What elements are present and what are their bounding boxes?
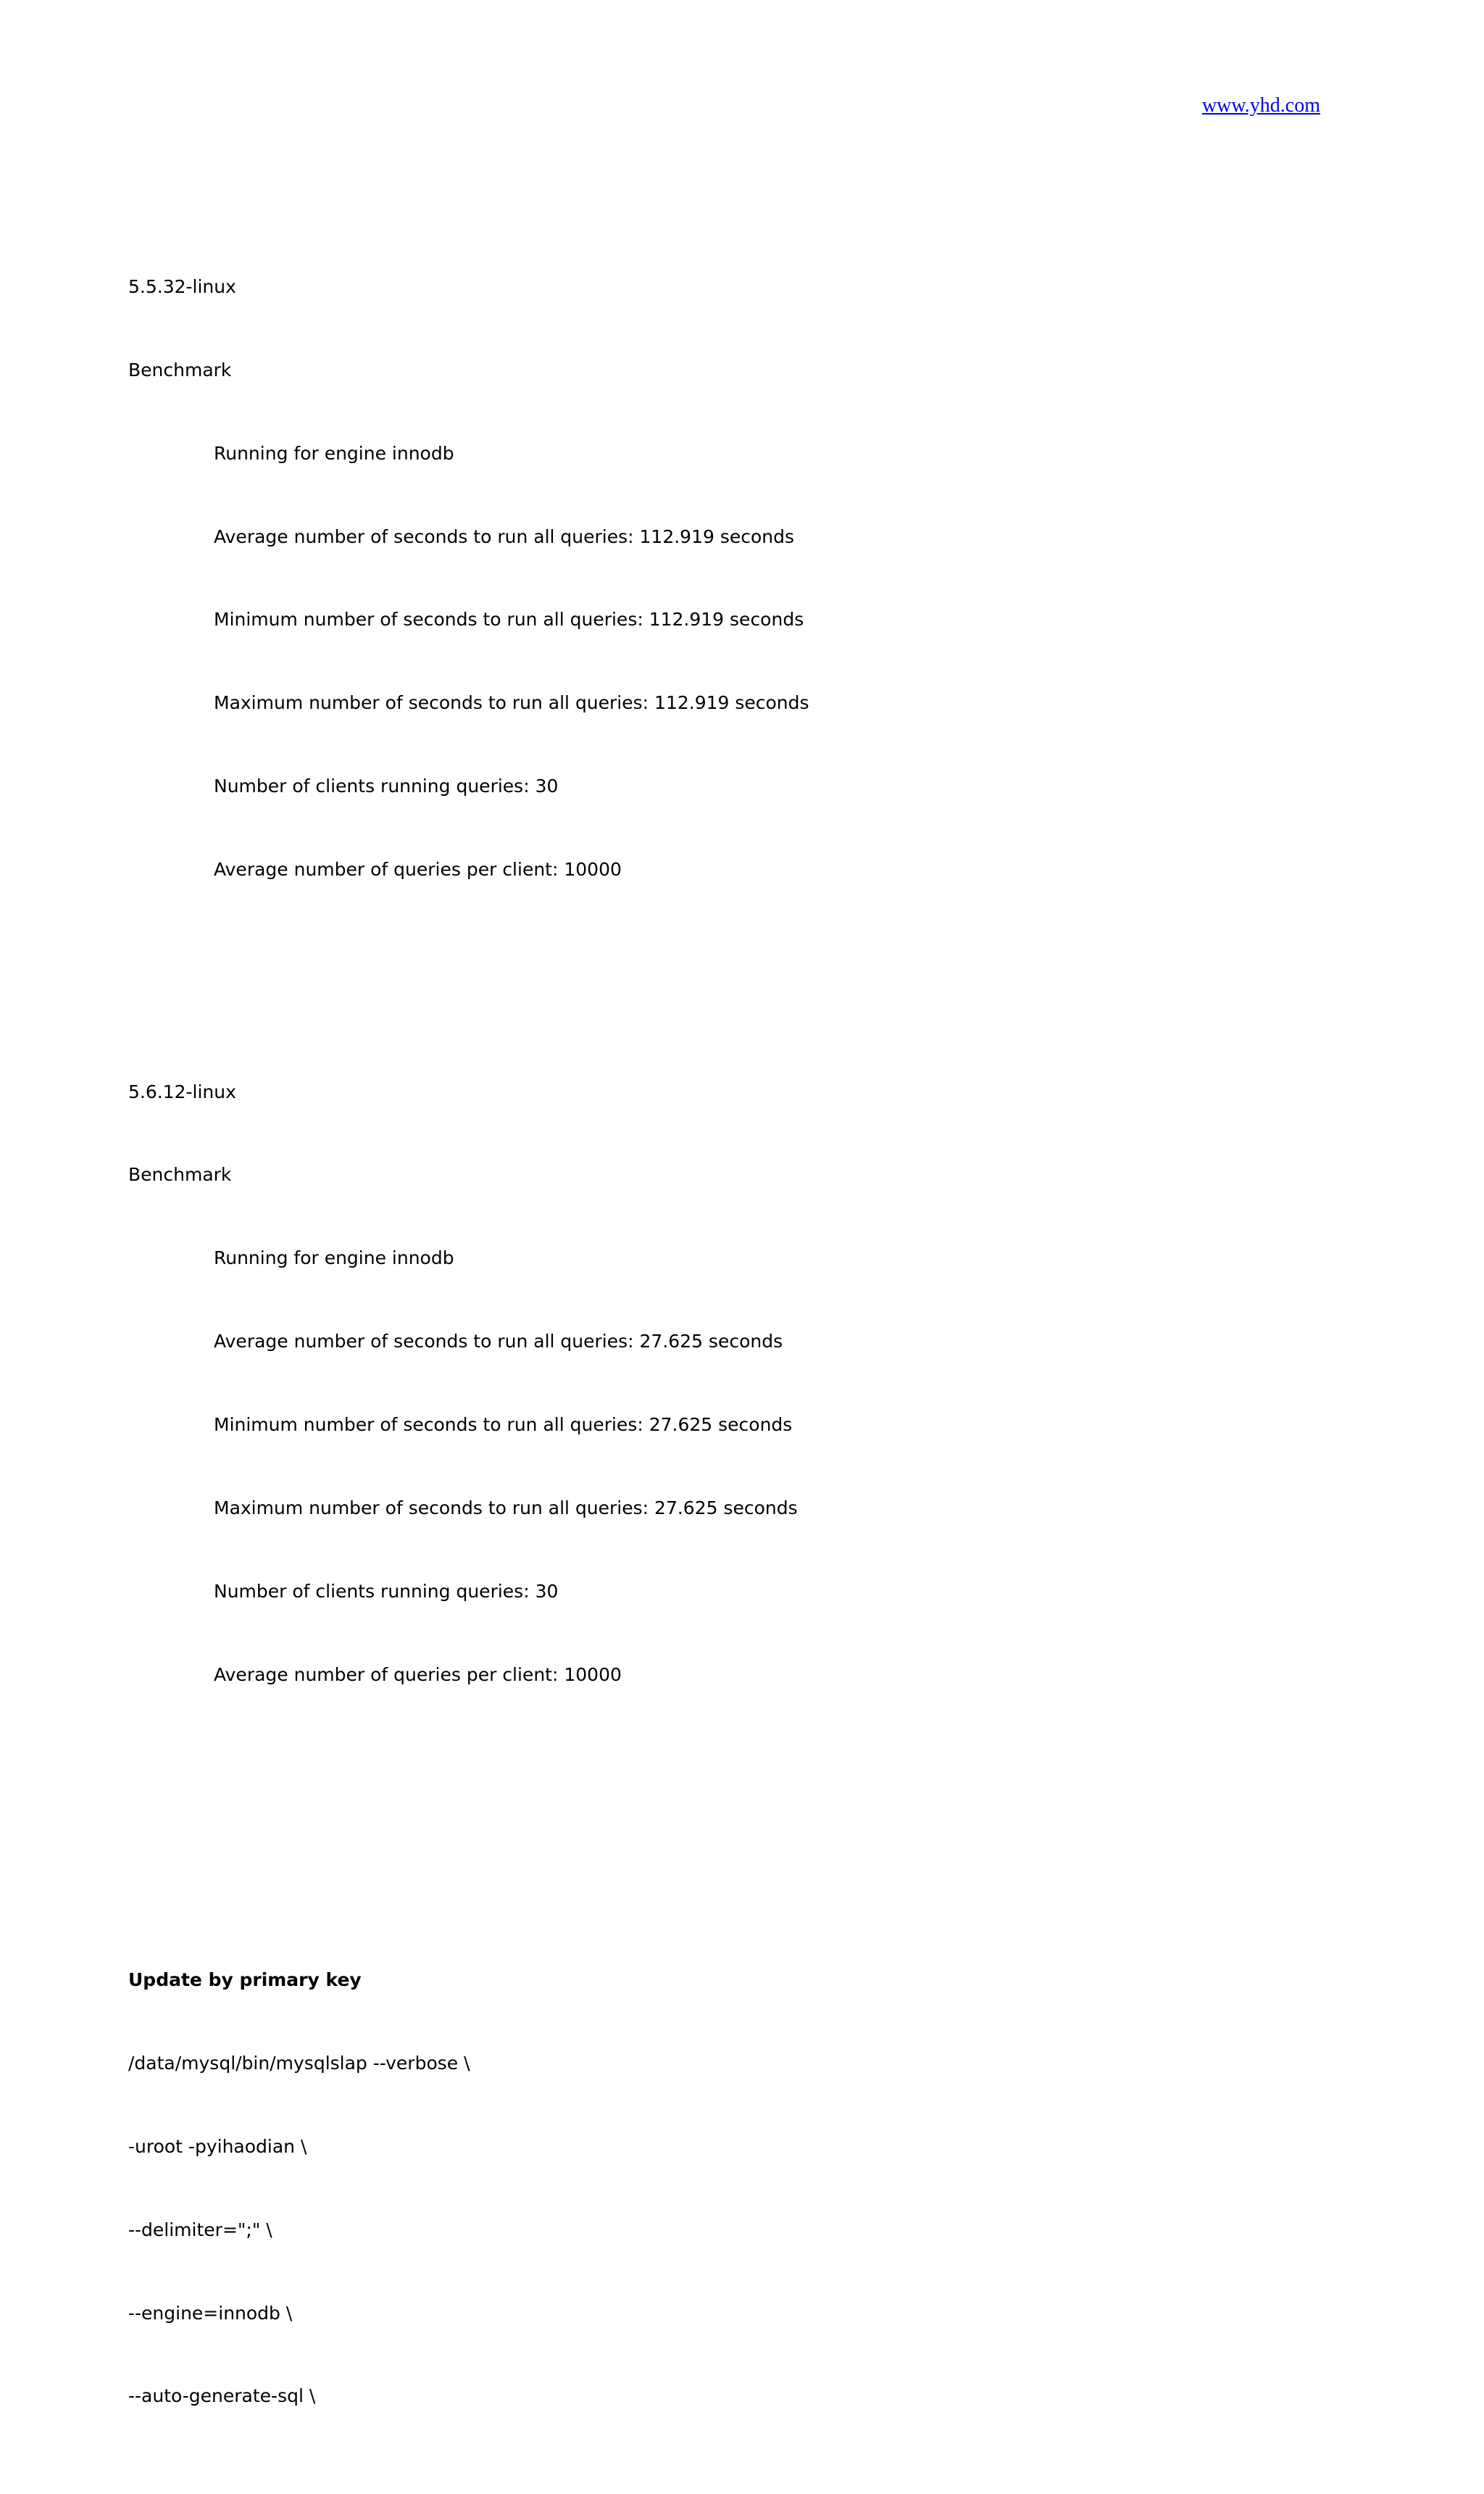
command-line: -uroot -pyihaodian \: [128, 2135, 307, 2157]
result-line: Minimum number of seconds to run all queries: 27.625 seconds: [214, 1414, 793, 1436]
spacer: [128, 1772, 809, 1800]
header-link[interactable]: www.yhd.com: [1201, 94, 1320, 117]
result-line: Running for engine innodb: [214, 442, 454, 464]
command-line: /data/mysql/bin/mysqlslap --verbose \: [128, 2052, 470, 2074]
result-line: Average number of queries per client: 10000: [214, 859, 622, 881]
result-line: Average number of seconds to run all queries: 112.919 seconds: [214, 525, 795, 547]
result-line: Maximum number of seconds to run all queries: 112.919 seconds: [214, 692, 809, 714]
version-label-1: 5.5.32-linux: [128, 275, 236, 297]
document-body: [128, 190, 809, 2494]
command-line: --engine=innodb \: [128, 2302, 293, 2324]
result-line: Average number of queries per client: 10000: [214, 1663, 622, 1685]
version-label-2: 5.6.12-linux: [128, 1081, 236, 1102]
section-title-update: Update by primary key: [128, 1969, 362, 1990]
result-line: Running for engine innodb: [214, 1247, 454, 1269]
command-line: --auto-generate-sql \: [128, 2385, 316, 2407]
benchmark-heading-2: Benchmark: [128, 1164, 232, 1186]
result-line: Average number of seconds to run all queries: 27.625 seconds: [214, 1331, 783, 1352]
result-line: Number of clients running queries: 30: [214, 776, 559, 797]
command-line: --delimiter=";" \: [128, 2219, 272, 2240]
result-line: Minimum number of seconds to run all queries: 112.919 seconds: [214, 609, 804, 631]
spacer: [128, 1855, 809, 1883]
result-line: Maximum number of seconds to run all queries: 27.625 seconds: [214, 1497, 798, 1518]
benchmark-heading-1: Benchmark: [128, 359, 232, 381]
spacer: [128, 967, 809, 994]
result-line: Number of clients running queries: 30: [214, 1580, 559, 1602]
